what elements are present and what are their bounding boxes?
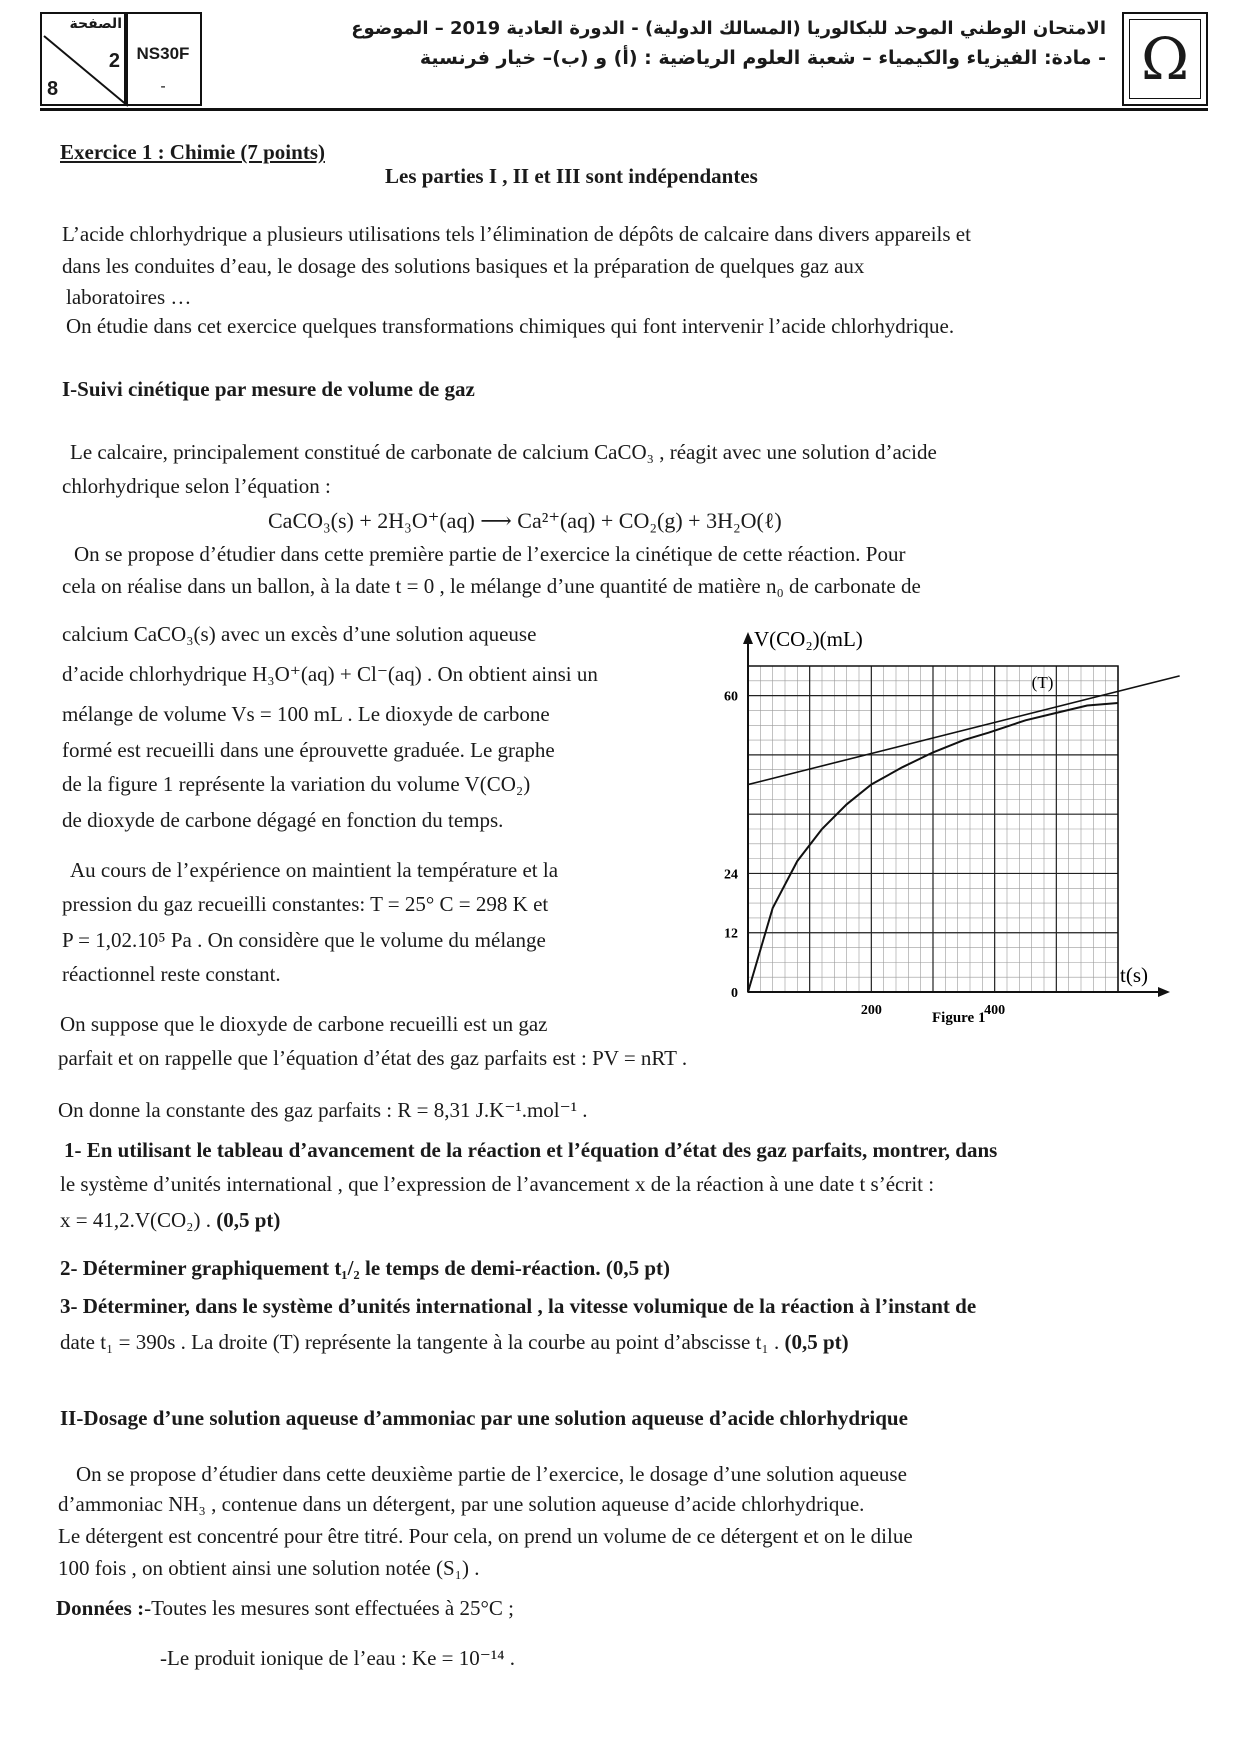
exercise-subtitle: Les parties I , II et III sont indépendantes <box>385 164 758 188</box>
part2-line1: On se propose d’étudier dans cette deuxième partie de l’exercice, le dosage d’une solution aqueuse <box>76 1462 907 1486</box>
tangent-line <box>748 676 1180 785</box>
omega-logo-glyph: Ω <box>1129 19 1201 99</box>
x-tick-label: 200 <box>860 1003 882 1018</box>
data-line2: -Le produit ionique de l’eau : Ke = 10⁻¹⁴ . <box>160 1646 515 1670</box>
question2-text: 2- Déterminer graphiquement t₁/₂ le temps de demi-réaction. <box>60 1256 601 1280</box>
data-line1: -Toutes les mesures sont effectuées à 25°C ; <box>144 1596 514 1620</box>
exam-code-box <box>124 12 202 106</box>
figure-caption: Figure 1 <box>932 1010 986 1026</box>
part2-title: II-Dosage d’une solution aqueuse d’ammoniac par une solution aqueuse d’acide chlorhydrique <box>60 1406 908 1430</box>
intro-line2: dans les conduites d’eau, le dosage des solutions basiques et la préparation de quelques gaz aux <box>62 254 865 278</box>
part1-line14: réactionnel reste constant. <box>62 962 281 986</box>
part1-line2: chlorhydrique selon l’équation : <box>62 474 331 498</box>
omega-logo <box>1122 12 1208 106</box>
question1-line1: 1- En utilisant le tableau d’avancement de la réaction et l’équation d’état des gaz parfaits, montrer, dans <box>64 1138 998 1162</box>
part1-line8: formé est recueilli dans une éprouvette graduée. Le graphe <box>62 738 555 762</box>
part1-line13: P = 1,02.10⁵ Pa . On considère que le volume du mélange <box>62 928 546 952</box>
exam-title <box>210 12 1116 106</box>
part1-title: I-Suivi cinétique par mesure de volume de gaz <box>62 377 475 401</box>
intro-line3: laboratoires … <box>66 285 192 309</box>
y-tick-label: 0 <box>731 986 738 1001</box>
exam-title-line1: الامتحان الوطني الموحد للبكالوريا (المسالك الدولية) - الدورة العادية 2019 – الموضوع <box>351 18 1106 39</box>
question2-row <box>60 1254 670 1283</box>
part2-line4: 100 fois , on obtient ainsi une solution notée (S₁) . <box>58 1556 480 1580</box>
y-tick-label: 12 <box>724 926 738 942</box>
figure1-graph <box>700 628 1180 1048</box>
intro-line4: On étudie dans cet exercice quelques transformations chimiques qui font intervenir l’acide chlorhydrique. <box>66 314 955 338</box>
x-axis-label: t(s) <box>1120 963 1148 987</box>
part1-line16: parfait et on rappelle que l’équation d’état des gaz parfaits est : PV = nRT . <box>58 1046 688 1070</box>
exam-title-line2: - مادة: الفيزياء والكيمياء – شعبة العلوم الرياضية : (أ) و (ب)– خيار فرنسية <box>419 47 1106 69</box>
part1-line7: mélange de volume Vs = 100 mL . Le dioxyde de carbone <box>62 702 550 726</box>
part1-line12: pression du gaz recueilli constantes: T = 25° C = 298 K et <box>62 892 549 916</box>
y-axis-arrow <box>743 632 753 644</box>
question3-line1: 3- Déterminer, dans le système d’unités international , la vitesse volumique de la réaction à l’instant de <box>60 1294 977 1318</box>
exam-code-sub: - <box>160 78 166 95</box>
part1-line17: On donne la constante des gaz parfaits : R = 8,31 J.K⁻¹.mol⁻¹ . <box>58 1098 588 1122</box>
question3-line2-row <box>60 1328 849 1357</box>
question1-points: (0,5 pt) <box>216 1208 281 1232</box>
part1-line15: On suppose que le dioxyde de carbone recueilli est un gaz <box>60 1012 548 1036</box>
x-tick-label: 400 <box>984 1003 1006 1018</box>
part1-line4: cela on réalise dans un ballon, à la date t = 0 , le mélange d’une quantité de matière n₀ de carbonate de <box>62 574 921 598</box>
y-axis-label: V(CO₂)(mL) <box>754 628 863 651</box>
part1-line3: On se propose d’étudier dans cette première partie de l’exercice la cinétique de cette réaction. Pour <box>74 542 906 566</box>
question3-points: (0,5 pt) <box>784 1330 849 1354</box>
tangent-label: (T) <box>1031 673 1054 693</box>
part1-line11: Au cours de l’expérience on maintient la température et la <box>70 858 559 882</box>
y-tick-label: 24 <box>724 867 738 883</box>
exam-code: NS30F <box>136 44 190 63</box>
part1-line6: d’acide chlorhydrique H₃O⁺(aq) + Cl⁻(aq) . On obtient ainsi un <box>62 662 598 686</box>
question1-formula: x = 41,2.V(CO₂) . <box>60 1208 211 1232</box>
part2-line2: d’ammoniac NH₃ , contenue dans un détergent, par une solution aqueuse d’acide chlorhydrique. <box>58 1492 865 1516</box>
part1-line10: de dioxyde de carbone dégagé en fonction du temps. <box>62 808 504 832</box>
page-total: 8 <box>47 78 59 100</box>
intro-line1: L’acide chlorhydrique a plusieurs utilisations tels l’élimination de dépôts de calcaire dans divers appareils et <box>62 222 971 246</box>
x-axis-arrow <box>1158 987 1170 997</box>
question2-points: (0,5 pt) <box>605 1256 671 1280</box>
exercise-title: Exercice 1 : Chimie (7 points) <box>60 140 325 164</box>
reaction-equation: CaCO₃(s) + 2H₃O⁺(aq) ⟶ Ca²⁺(aq) + CO₂(g) + 3H₂O(ℓ) <box>268 508 782 533</box>
part2-line3: Le détergent est concentré pour être titré. Pour cela, on prend un volume de ce détergent et on le dilue <box>58 1524 913 1548</box>
page-number-box <box>40 12 128 106</box>
question1-line2: le système d’unités international , que l’expression de l’avancement x de la réaction à une date t s’écrit : <box>60 1172 935 1196</box>
question3-line2: date t₁ = 390s . La droite (T) représente la tangente à la courbe au point d’abscisse t₁ . <box>60 1330 780 1354</box>
part1-line5: calcium CaCO₃(s) avec un excès d’une solution aqueuse <box>62 622 537 646</box>
page-number: 2 <box>108 50 120 72</box>
page-label: الصفحة <box>69 16 122 32</box>
question1-formula-row <box>60 1206 280 1235</box>
header-divider <box>40 108 1208 111</box>
data-row <box>56 1594 514 1623</box>
data-label: Données : <box>56 1596 145 1620</box>
y-tick-label: 60 <box>724 689 738 705</box>
part1-line9: de la figure 1 représente la variation du volume V(CO₂) <box>62 772 531 796</box>
part1-line1: Le calcaire, principalement constitué de carbonate de calcium CaCO₃ , réagit avec une solution d’acide <box>70 440 937 464</box>
